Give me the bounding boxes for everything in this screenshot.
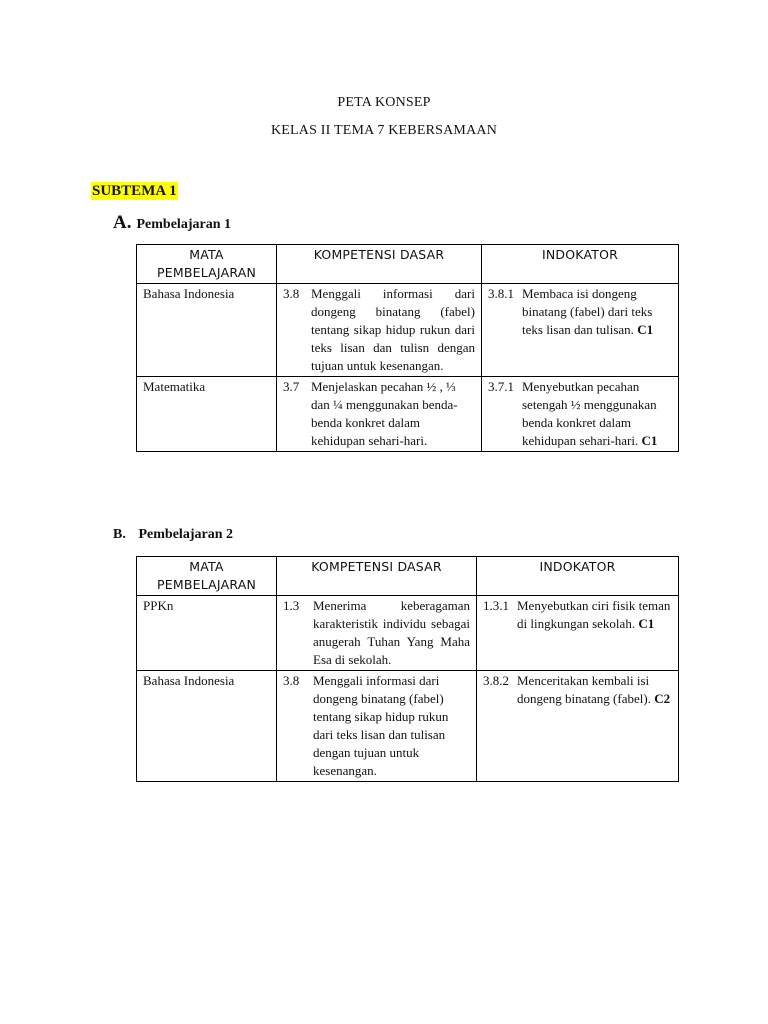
- section-marker: A.: [113, 212, 132, 233]
- kd-text: Menerima keberagaman karakteristik individu sebagai anugerah Tuhan Yang Maha Esa di sekolah.: [313, 598, 470, 667]
- cell-mata: Bahasa Indonesia: [137, 671, 277, 782]
- section-a-heading: [113, 212, 231, 234]
- ind-text: Menyebutkan pecahan setengah ½ menggunakan benda konkret dalam kehidupan sehari-hari.: [522, 379, 657, 448]
- ind-level-badge: C1: [641, 433, 658, 448]
- table-header-row: [137, 557, 679, 596]
- header-kd: KOMPETENSI DASAR: [277, 557, 477, 596]
- kd-number: 3.8: [283, 286, 300, 301]
- cell-ind: [477, 671, 679, 782]
- ind-text: Membaca isi dongeng binatang (fabel) dari teks teks lisan dan tulisan.: [522, 286, 653, 337]
- ind-text: Menyebutkan ciri fisik teman di lingkungan sekolah.: [517, 598, 671, 631]
- section-title: Pembelajaran 2: [138, 527, 233, 542]
- ind-level-badge: C1: [637, 322, 654, 337]
- kd-text: Menjelaskan pecahan ½ , ⅓ dan ¼ menggunakan benda-benda konkret dalam kehidupan sehari-hari.: [311, 379, 458, 448]
- kd-number: 3.7: [283, 379, 300, 394]
- cell-kd: [277, 596, 477, 671]
- table-row: [137, 671, 679, 782]
- ind-number: 3.7.1: [488, 379, 514, 394]
- ind-number: 3.8.1: [488, 286, 514, 301]
- header-mata: MATA PEMBELAJARAN: [137, 245, 277, 284]
- table-pembelajaran-2: [136, 556, 679, 782]
- section-title: Pembelajaran 1: [136, 217, 231, 232]
- table-pembelajaran-1: [136, 244, 679, 452]
- document-subtitle: KELAS II TEMA 7 KEBERSAMAAN: [270, 123, 498, 138]
- cell-kd: [277, 284, 482, 377]
- cell-kd: [277, 377, 482, 452]
- cell-ind: [482, 377, 679, 452]
- header-mata: MATA PEMBELAJARAN: [137, 557, 277, 596]
- table-row: [137, 596, 679, 671]
- cell-ind: [477, 596, 679, 671]
- section-marker: B.: [113, 527, 126, 542]
- kd-number: 3.8: [283, 673, 300, 688]
- kd-text: Menggali informasi dari dongeng binatang (fabel) tentang sikap hidup rukun dari teks lisan dan tulisn dengan tujuan untuk kesenangan.: [311, 286, 475, 373]
- table-row: [137, 377, 679, 452]
- header-ind: INDOKATOR: [482, 245, 679, 284]
- cell-mata: Bahasa Indonesia: [137, 284, 277, 377]
- table-header-row: [137, 245, 679, 284]
- ind-level-badge: C1: [638, 616, 655, 631]
- header-ind: INDOKATOR: [477, 557, 679, 596]
- cell-mata: Matematika: [137, 377, 277, 452]
- document-title: PETA KONSEP: [337, 95, 431, 110]
- section-b-heading: [113, 527, 233, 543]
- ind-text: Menceritakan kembali isi dongeng binatang (fabel).: [517, 673, 651, 706]
- cell-mata: PPKn: [137, 596, 277, 671]
- kd-number: 1.3: [283, 598, 300, 613]
- table-row: [137, 284, 679, 377]
- cell-ind: [482, 284, 679, 377]
- ind-number: 1.3.1: [483, 598, 509, 613]
- cell-kd: [277, 671, 477, 782]
- ind-level-badge: C2: [654, 691, 671, 706]
- header-kd: KOMPETENSI DASAR: [277, 245, 482, 284]
- kd-text: Menggali informasi dari dongeng binatang (fabel) tentang sikap hidup rukun dari teks lisan dan tulisan dengan tujuan untuk kesenangan.: [313, 673, 449, 778]
- ind-number: 3.8.2: [483, 673, 509, 688]
- subtema-heading: SUBTEMA 1: [92, 183, 177, 199]
